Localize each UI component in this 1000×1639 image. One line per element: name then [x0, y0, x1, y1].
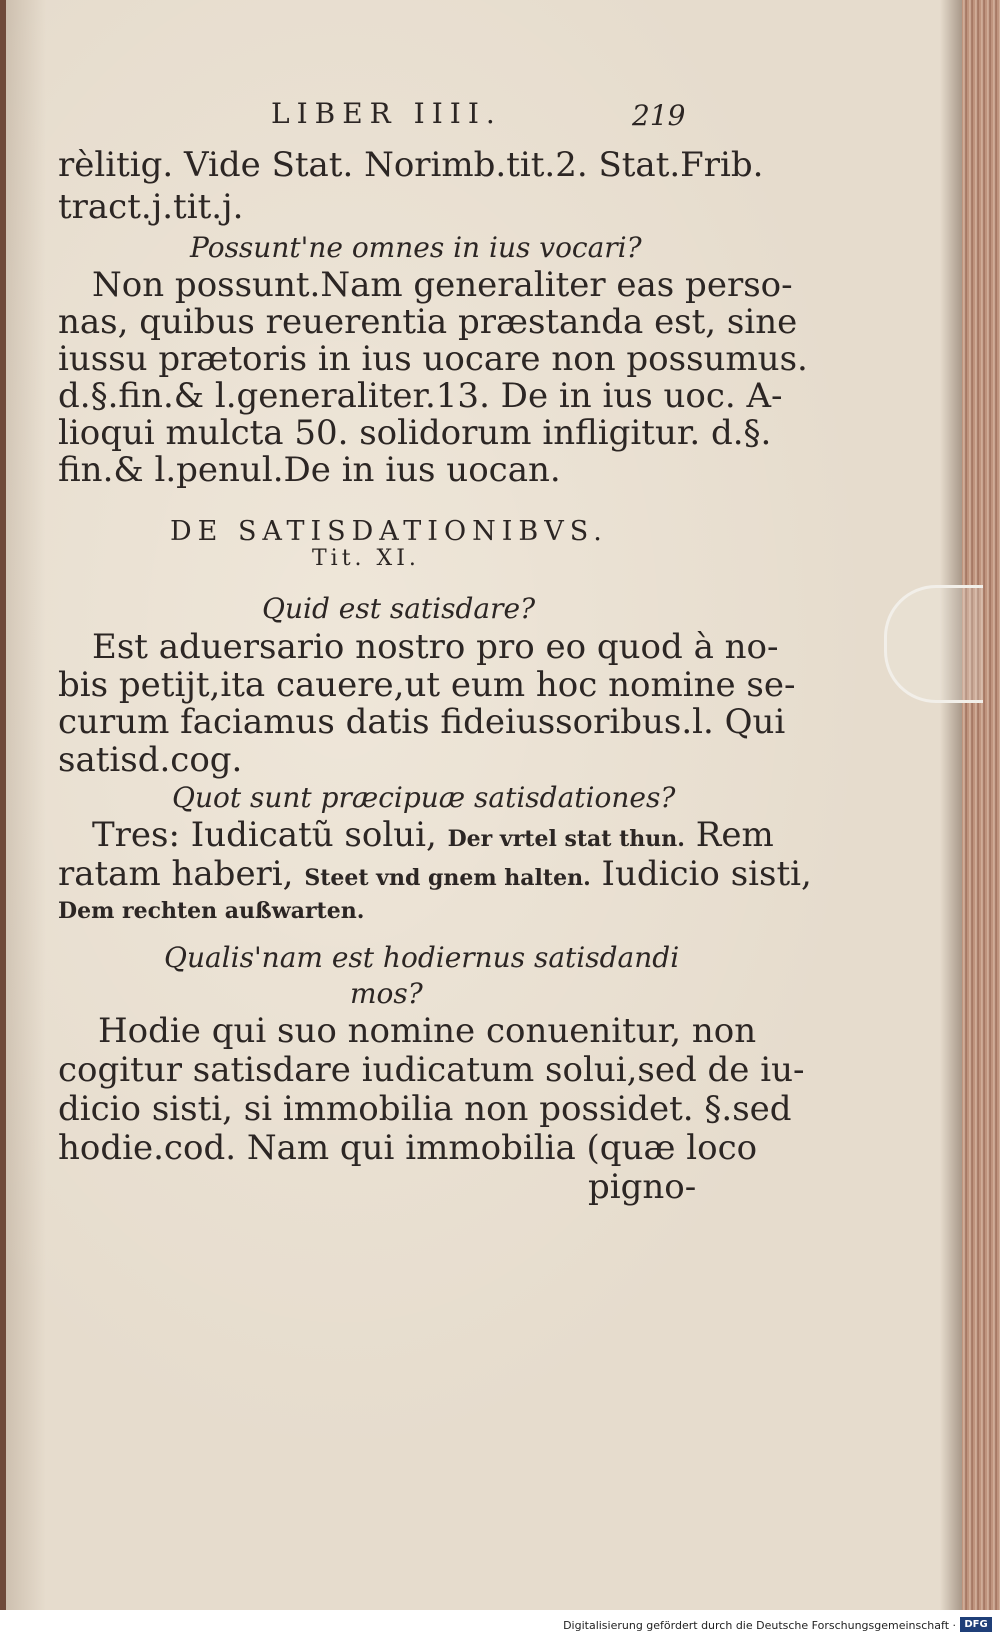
section-title: DE SATISDATIONIBVS. — [170, 516, 608, 547]
text-line: Non possunt.Nam generaliter eas perso- — [92, 265, 793, 305]
text-line: tract.j.tit.j. — [58, 187, 244, 227]
text-line: hodie.cod. Nam qui immobilia (quæ loco — [58, 1128, 758, 1168]
catchword: pigno- — [588, 1167, 697, 1207]
text-line — [92, 815, 774, 855]
text-line: cogitur satisdare iudicatum solui,sed de iu- — [58, 1050, 805, 1090]
text-line: iussu prætoris in ius uocare non possumus. — [58, 339, 808, 379]
text-line: lioqui mulcta 50. solidorum infligitur. d.§. — [58, 413, 772, 453]
german-gloss: Dem rechten außwarten. — [58, 898, 365, 924]
page-gutter-shadow — [940, 0, 964, 1610]
text-line: rèlitig. Vide Stat. Norimb.tit.2. Stat.Frib. — [58, 145, 764, 185]
section-number: Tit. XI. — [312, 546, 420, 571]
latin-text: ratam haberi, — [58, 854, 294, 894]
question-heading: Qualis'nam est hodiernus satisdandi — [164, 941, 680, 974]
text-line — [58, 854, 812, 894]
text-line: satisd.cog. — [58, 740, 243, 780]
folio-number: 219 — [632, 99, 686, 132]
question-heading: Quot sunt præcipuæ satisdationes? — [172, 781, 676, 814]
latin-text: Rem — [695, 815, 774, 855]
text-line: Est aduersario nostro pro eo quod à no- — [92, 627, 779, 667]
german-gloss: Steet vnd gnem halten. — [304, 865, 591, 891]
text-line: dicio sisti, si immobilia non possidet. §.sed — [58, 1089, 792, 1129]
question-heading: mos? — [350, 977, 423, 1010]
book-page — [6, 0, 966, 1610]
text-line: bis petijt,ita cauere,ut eum hoc nomine se- — [58, 665, 796, 705]
question-heading: Possunt'ne omnes in ius vocari? — [190, 231, 642, 264]
text-line: d.§.fin.& l.generaliter.13. De in ius uoc. A- — [58, 376, 783, 416]
text-line: Hodie qui suo nomine conuenitur, non — [98, 1011, 757, 1051]
running-title: LIBER IIII. — [271, 97, 502, 130]
book-edge — [962, 0, 1000, 1610]
page-clip — [884, 585, 983, 703]
text-line: curum faciamus datis fideiussoribus.l. Qui — [58, 702, 786, 742]
latin-text: Iudicio sisti, — [601, 854, 812, 894]
german-gloss: Der vrtel stat thun. — [447, 826, 685, 852]
text-line: nas, quibus reuerentia præstanda est, sine — [58, 302, 798, 342]
dfg-logo-icon: DFG — [960, 1617, 992, 1632]
question-heading: Quid est satisdare? — [262, 592, 536, 625]
text-line: fin.& l.penul.De in ius uocan. — [58, 450, 561, 490]
footer-bar — [0, 1610, 1000, 1639]
latin-text: Tres: Iudicatũ solui, — [92, 815, 437, 855]
footer-credit: Digitalisierung gefördert durch die Deutsche Forschungsgemeinschaft · — [563, 1619, 956, 1632]
